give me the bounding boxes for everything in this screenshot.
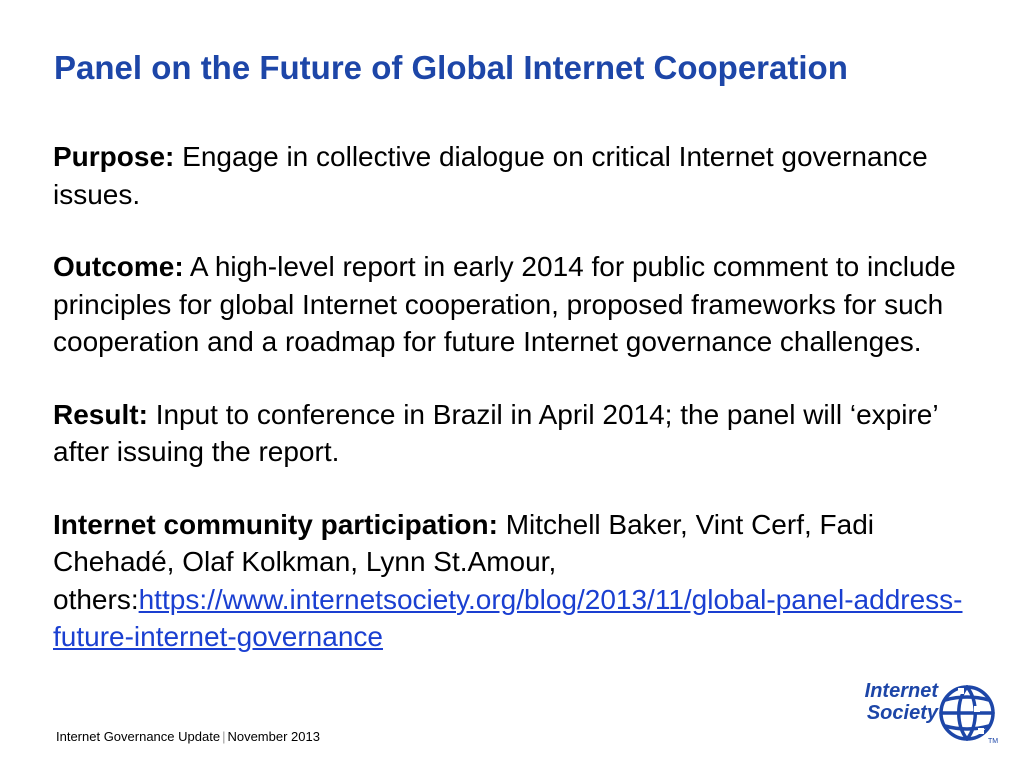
outcome-paragraph [53, 248, 978, 361]
purpose-label: Purpose: [53, 141, 175, 172]
result-paragraph [53, 396, 978, 471]
logo-line-2: Society [866, 702, 938, 724]
trademark-mark: TM [988, 738, 999, 745]
participation-label: Internet community participation: [53, 508, 498, 540]
outcome-label: Outcome: [53, 251, 184, 282]
result-label: Result: [53, 398, 148, 430]
slide-body [53, 138, 978, 656]
internet-society-logo [838, 680, 1003, 750]
blog-link[interactable]: https://www.internetsociety.org/blog/2013/11/global-panel-address-future-internet-governance [53, 583, 963, 652]
footer [56, 729, 320, 745]
globe-icon [934, 680, 1000, 746]
footer-date: November 2013 [227, 729, 320, 744]
participation-paragraph [53, 506, 978, 656]
footer-separator: | [222, 729, 226, 744]
participation-text: Mitchell Baker, Vint Cerf, Fadi Chehadé, Olaf Kolkman, Lynn St.Amour, others: [53, 508, 875, 615]
outcome-text: A high-level report in early 2014 for public comment to include principles for global Internet cooperation, proposed frameworks for such cooperation and a roadmap for future Internet governance challenges. [53, 251, 956, 357]
slide-title: Panel on the Future of Global Internet Cooperation [54, 49, 848, 86]
logo-line-1: Internet [864, 680, 938, 702]
purpose-paragraph [53, 138, 978, 213]
purpose-text: Engage in collective dialogue on critical Internet governance issues. [53, 141, 928, 210]
footer-title: Internet Governance Update [56, 729, 221, 744]
result-text: Input to conference in Brazil in April 2014; the panel will ‘expire’ after issuing the report. [53, 398, 938, 467]
logo-wordmark [838, 680, 938, 724]
